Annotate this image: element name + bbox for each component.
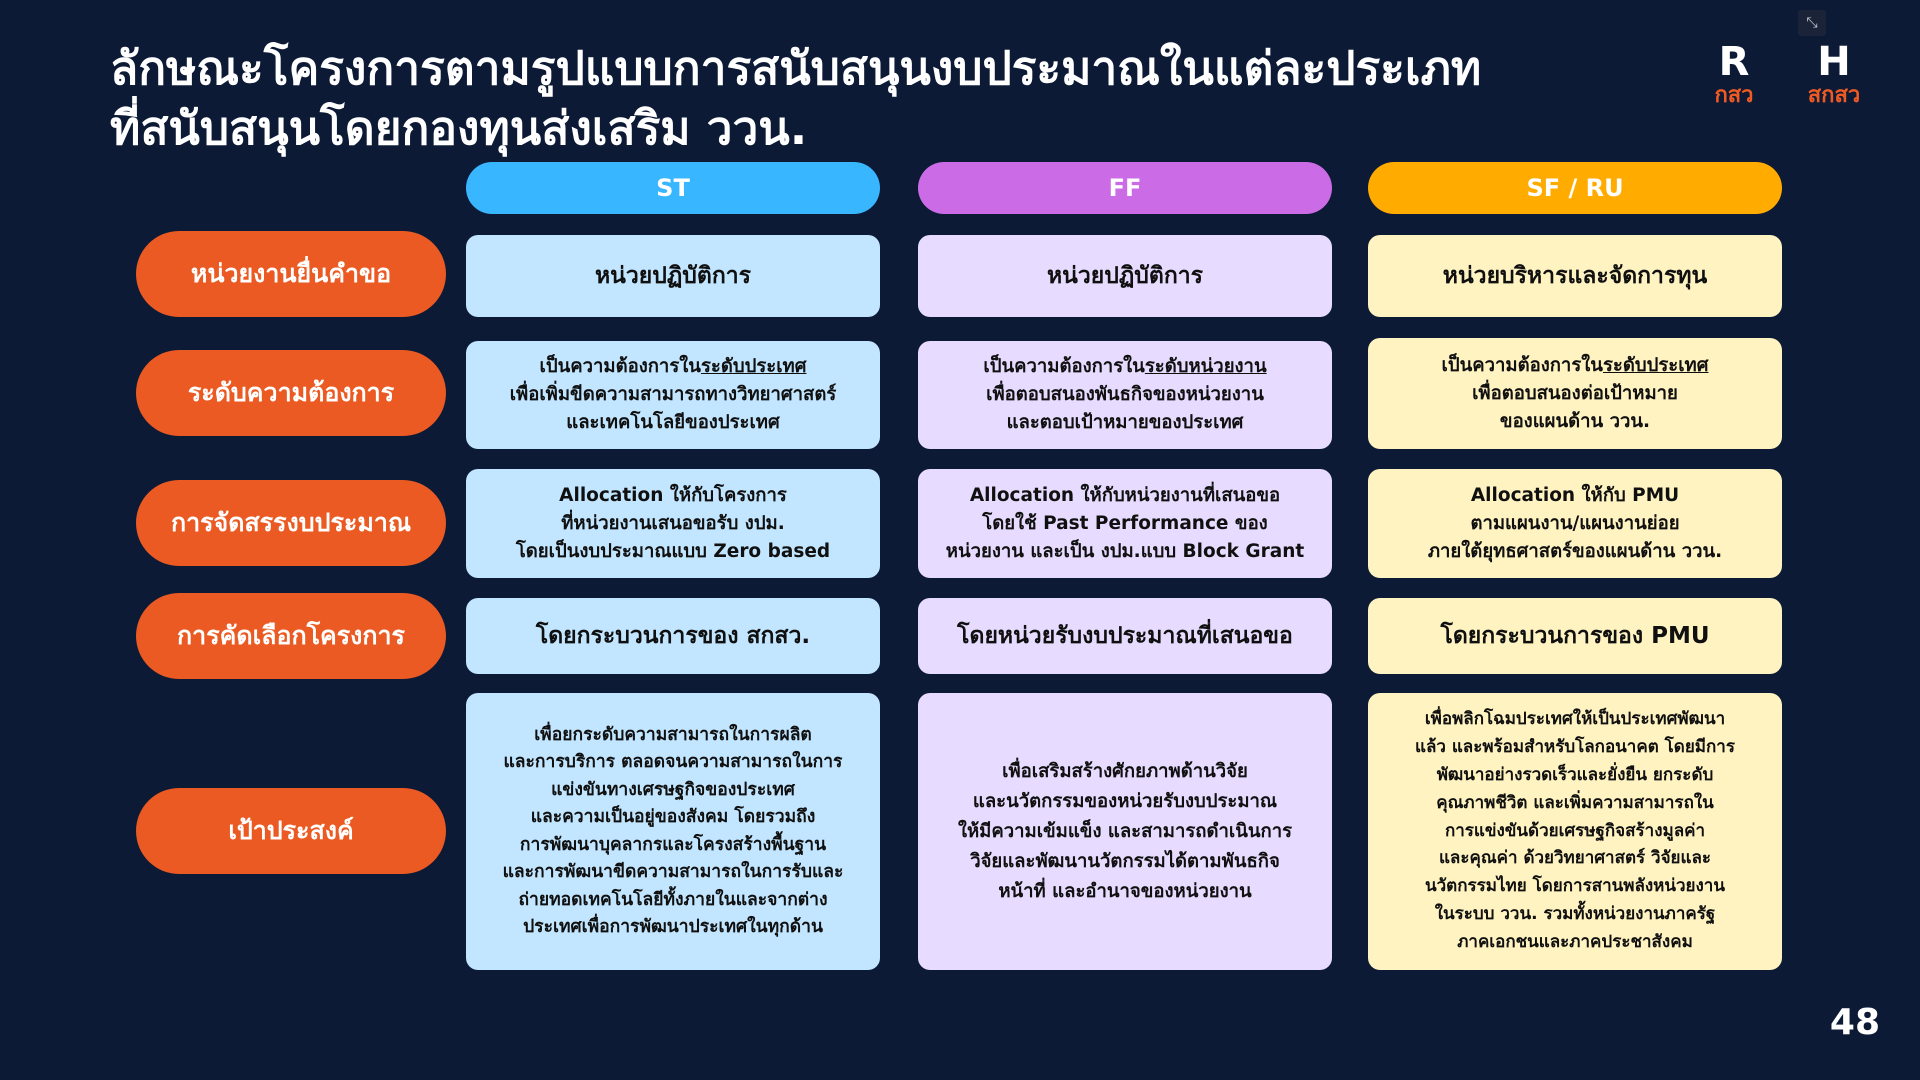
column-header-sf-ru: SF / RU: [1368, 162, 1782, 214]
cell-line: ภายใต้ยุทธศาสตร์ของแผนด้าน ววน.: [1427, 540, 1723, 562]
slide-title: [110, 38, 1610, 158]
cell-line: [1442, 352, 1709, 380]
text-segment: เป็นความต้องการใน: [1441, 354, 1603, 376]
cell-goal-ff: [918, 693, 1332, 970]
cell-line: เพื่อเสริมสร้างศักยภาพด้านวิจัย: [1002, 760, 1248, 782]
cell-line: และการบริการ ตลอดจนความสามารถในการ: [503, 752, 843, 772]
cell-line: แล้ว และพร้อมสำหรับโลกอนาคต โดยมีการ: [1414, 737, 1735, 758]
title-line-1: ลักษณะโครงการตามรูปแบบการสนับสนุนงบประมาณในแต่ละประเภท: [110, 41, 1482, 95]
row-label-goal: เป้าประสงค์: [136, 788, 446, 874]
cell-goal-st: [466, 693, 880, 970]
cell-line: และนวัตกรรมของหน่วยรับงบประมาณ: [972, 790, 1278, 812]
underlined-text: ระดับประเทศ: [700, 356, 807, 377]
r-logo-icon: R: [1718, 39, 1750, 85]
cell-allocation-st: [466, 469, 880, 578]
tsri-council-logo: [1704, 40, 1764, 108]
cell-line: วิจัยและพัฒนานวัตกรรมได้ตามพันธกิจ: [970, 850, 1280, 872]
cell-line: [983, 353, 1266, 381]
cell-need-st: [466, 341, 880, 449]
cell-selection-sf: โดยกระบวนการของ PMU: [1368, 598, 1782, 674]
cell-line: หน่วยงาน และเป็น งปม.แบบ Block Grant: [945, 540, 1305, 562]
cell-need-sf: [1368, 338, 1782, 449]
cell-line: ถ่ายทอดเทคโนโลยีทั้งภายในและจากต่าง: [518, 889, 828, 910]
cell-applicant-st: หน่วยปฏิบัติการ: [466, 235, 880, 317]
cell-line: คุณภาพชีวิต และเพิ่มความสามารถใน: [1436, 792, 1714, 813]
cell-selection-st: โดยกระบวนการของ สกสว.: [466, 598, 880, 674]
column-header-st: ST: [466, 162, 880, 214]
cell-line: นวัตกรรมไทย โดยการสานพลังหน่วยงาน: [1425, 876, 1725, 897]
cell-line: Allocation ให้กับ PMU: [1470, 484, 1680, 506]
cell-line: ประเทศเพื่อการพัฒนาประเทศในทุกด้าน: [523, 917, 823, 937]
cell-applicant-ff: หน่วยปฏิบัติการ: [918, 235, 1332, 317]
cell-line: และเทคโนโลยีของประเทศ: [566, 412, 780, 433]
cell-line: และคุณค่า ด้วยวิทยาศาสตร์ วิจัยและ: [1438, 848, 1712, 869]
cell-line: ภาคเอกชนและภาคประชาสังคม: [1457, 931, 1693, 952]
text-segment: เป็นความต้องการใน: [983, 356, 1145, 377]
cell-line: ตามแผนงาน/แผนงานย่อย: [1470, 512, 1680, 534]
row-label-applicant: หน่วยงานยื่นคำขอ: [136, 231, 446, 317]
cell-line: โดยใช้ Past Performance ของ: [982, 512, 1268, 534]
cell-allocation-sf: [1368, 469, 1782, 578]
cell-line: [540, 353, 807, 381]
tsri-logo: [1796, 40, 1872, 108]
cell-selection-ff: โดยหน่วยรับงบประมาณที่เสนอขอ: [918, 598, 1332, 674]
row-label-need-level: ระดับความต้องการ: [136, 350, 446, 436]
page-number: 48: [1829, 1002, 1880, 1043]
cell-line: ให้มีความเข้มแข็ง และสามารถดำเนินการ: [957, 820, 1293, 842]
title-line-2: ที่สนับสนุนโดยกองทุนส่งเสริม ววน.: [110, 101, 808, 155]
cell-line: Allocation ให้กับโครงการ: [559, 484, 787, 506]
cell-goal-sf: [1368, 693, 1782, 970]
cell-line: ในระบบ ววน. รวมทั้งหน่วยงานภาครัฐ: [1434, 903, 1716, 924]
cell-line: เพื่อตอบสนองพันธกิจของหน่วยงาน: [986, 384, 1264, 405]
text-segment: เป็นความต้องการใน: [539, 356, 701, 377]
cell-line: การพัฒนาบุคลากรและโครงสร้างพื้นฐาน: [519, 834, 827, 855]
row-label-project-selection: การคัดเลือกโครงการ: [136, 593, 446, 679]
h-logo-icon: H: [1817, 39, 1851, 85]
logo-caption: สกสว: [1807, 83, 1861, 108]
cell-line: ที่หน่วยงานเสนอขอรับ งปม.: [561, 512, 785, 534]
cell-line: พัฒนาอย่างรวดเร็วและยั่งยืน ยกระดับ: [1436, 765, 1714, 785]
collapse-icon[interactable]: ⤡: [1798, 10, 1826, 36]
cell-line: Allocation ให้กับหน่วยงานที่เสนอขอ: [969, 484, 1281, 506]
cell-line: เพื่อเพิ่มขีดความสามารถทางวิทยาศาสตร์: [509, 384, 837, 405]
underlined-text: ระดับหน่วยงาน: [1144, 356, 1267, 377]
cell-line: หน้าที่ และอำนาจของหน่วยงาน: [998, 880, 1252, 902]
logo-caption: กสว: [1714, 83, 1754, 108]
cell-line: โดยเป็นงบประมาณแบบ Zero based: [515, 540, 831, 562]
cell-line: และตอบเป้าหมายของประเทศ: [1006, 412, 1244, 433]
cell-applicant-sf: หน่วยบริหารและจัดการทุน: [1368, 235, 1782, 317]
column-header-ff: FF: [918, 162, 1332, 214]
cell-need-ff: [918, 341, 1332, 449]
cell-line: ของแผนด้าน ววน.: [1499, 410, 1651, 432]
cell-line: และการพัฒนาขีดความสามารถในการรับและ: [502, 862, 844, 882]
cell-line: และความเป็นอยู่ของสังคม โดยรวมถึง: [530, 807, 816, 827]
cell-allocation-ff: [918, 469, 1332, 578]
underlined-text: ระดับประเทศ: [1602, 354, 1709, 376]
cell-line: การแข่งขันด้วยเศรษฐกิจสร้างมูลค่า: [1444, 820, 1706, 841]
cell-line: แข่งขันทางเศรษฐกิจของประเทศ: [551, 779, 795, 800]
cell-line: เพื่อพลิกโฉมประเทศให้เป็นประเทศพัฒนา: [1424, 709, 1726, 730]
row-label-budget-allocation: การจัดสรรงบประมาณ: [136, 480, 446, 566]
cell-line: เพื่อตอบสนองต่อเป้าหมาย: [1472, 382, 1678, 404]
cell-line: เพื่อยกระดับความสามารถในการผลิต: [534, 724, 812, 745]
